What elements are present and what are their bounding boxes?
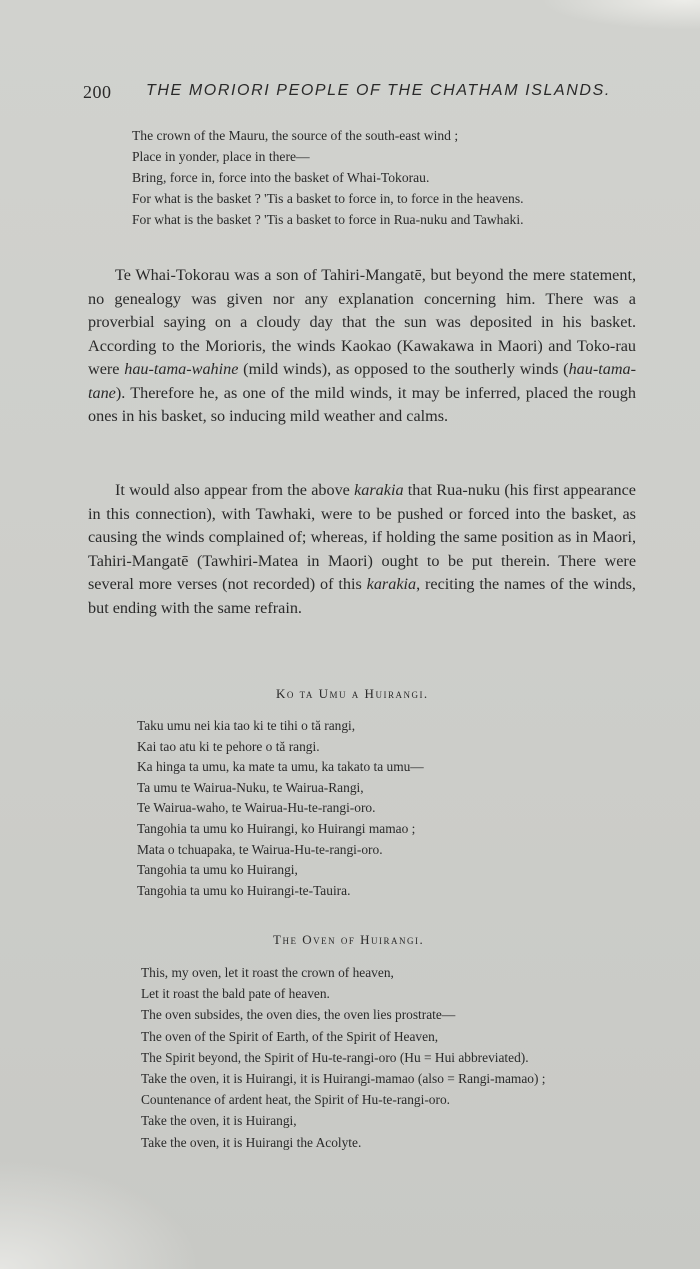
paper-highlight (0, 1159, 200, 1269)
verse-line: The oven subsides, the oven dies, the oven lies prostrate— (141, 1007, 456, 1023)
verse-line: Countenance of ardent heat, the Spirit of Hu-te-rangi-oro. (141, 1092, 450, 1108)
verse-line: Let it roast the bald pate of heaven. (141, 986, 330, 1002)
paragraph-text: (mild winds), as opposed to the southerly winds ( (238, 360, 569, 378)
verse-line: Mata o tchuapaka, te Wairua-Hu-te-rangi-oro. (137, 841, 383, 857)
paragraph-text: ). Therefore he, as one of the mild winds, it may be inferred, placed the rough ones in his basket, so inducing mild weather and calms. (88, 383, 636, 425)
verse-line: Ta umu te Wairua-Nuku, te Wairua-Rangi, (137, 779, 364, 795)
verse-line: Tangohia ta umu ko Huirangi, (137, 862, 298, 878)
italic-term: karakia (354, 481, 404, 499)
verse-line: Te Wairua-waho, te Wairua-Hu-te-rangi-oro. (137, 800, 376, 816)
verse-line: Take the oven, it is Huirangi, (141, 1113, 297, 1129)
italic-term: karakia (366, 575, 417, 593)
verse-line: Take the oven, it is Huirangi, it is Huirangi-mamao (also = Rangi-mamao) ; (141, 1071, 546, 1087)
verse-translation (132, 125, 524, 230)
page-number: 200 (83, 82, 112, 102)
verse-maori (137, 716, 424, 901)
verse-line: Bring, force in, force into the basket of Whai-Tokorau. (132, 170, 430, 185)
paper-highlight (540, 0, 700, 30)
page-header (83, 80, 611, 106)
verse-line: Take the oven, it is Huirangi the Acolyte. (141, 1134, 362, 1150)
paragraph-text: , reciting the names of the winds, but ending with the same refrain. (88, 575, 636, 617)
running-title: THE MORIORI PEOPLE OF THE CHATHAM ISLANDS. (146, 82, 611, 99)
verse-english (141, 962, 546, 1153)
verse-line: The crown of the Mauru, the source of the south-east wind ; (132, 128, 459, 143)
paragraph-text: that Rua-nuku (his first appearance in this connection), with Tawhaki, were to be pushed or forced into the basket, as causing the winds complained of; whereas, if holding the same position as in Maori, Tahiri-Mangatē (Tawhiri-Matea in Maori) ought to be put therein. There were several more verses (not recorded) of this (88, 481, 636, 593)
italic-term: hau-tama-tane (88, 360, 637, 402)
verse-line: Tangohia ta umu ko Huirangi, ko Huirangi mamao ; (137, 820, 416, 836)
verse-line: Taku umu nei kia tao ki te tihi o tă rangi, (137, 718, 356, 733)
verse-line: Ka hinga ta umu, ka mate ta umu, ka takato ta umu— (137, 759, 424, 775)
verse-line: Place in yonder, place in there— (132, 149, 310, 164)
verse-line: The Spirit beyond, the Spirit of Hu-te-rangi-oro (Hu = Hui abbreviated). (141, 1049, 529, 1065)
section-heading-english: The Oven of Huirangi. (273, 932, 425, 947)
paragraph-text: Te Whai-Tokorau was a son of Tahiri-Mangatē, but beyond the mere statement, no genealogy was given nor any explanation concerning him. There was a proverbial saying on a cloudy day that the sun was deposited in his basket. According to the Morioris, the winds Kaokao (Kawakawa in Maori) and Toko-rau were (88, 266, 636, 378)
section-heading-maori: Ko ta Umu a Huirangi. (276, 686, 429, 701)
verse-line: Kai tao atu ki te pehore o tă rangi. (137, 738, 320, 754)
verse-line: For what is the basket ? 'Tis a basket to force in, to force in the heavens. (132, 191, 524, 206)
paragraph-text: It would also appear from the above (115, 481, 355, 499)
verse-line: Tangohia ta umu ko Huirangi-te-Tauira. (137, 882, 351, 898)
verse-line: For what is the basket ? 'Tis a basket to force in Rua-nuku and Tawhaki. (132, 212, 524, 227)
paragraph-whai-tokorau (88, 264, 636, 429)
verse-line: This, my oven, let it roast the crown of heaven, (141, 965, 394, 980)
verse-line: The oven of the Spirit of Earth, of the Spirit of Heaven, (141, 1028, 439, 1044)
paragraph-karakia (88, 479, 636, 620)
italic-term: hau-tama-wahine (124, 360, 239, 378)
